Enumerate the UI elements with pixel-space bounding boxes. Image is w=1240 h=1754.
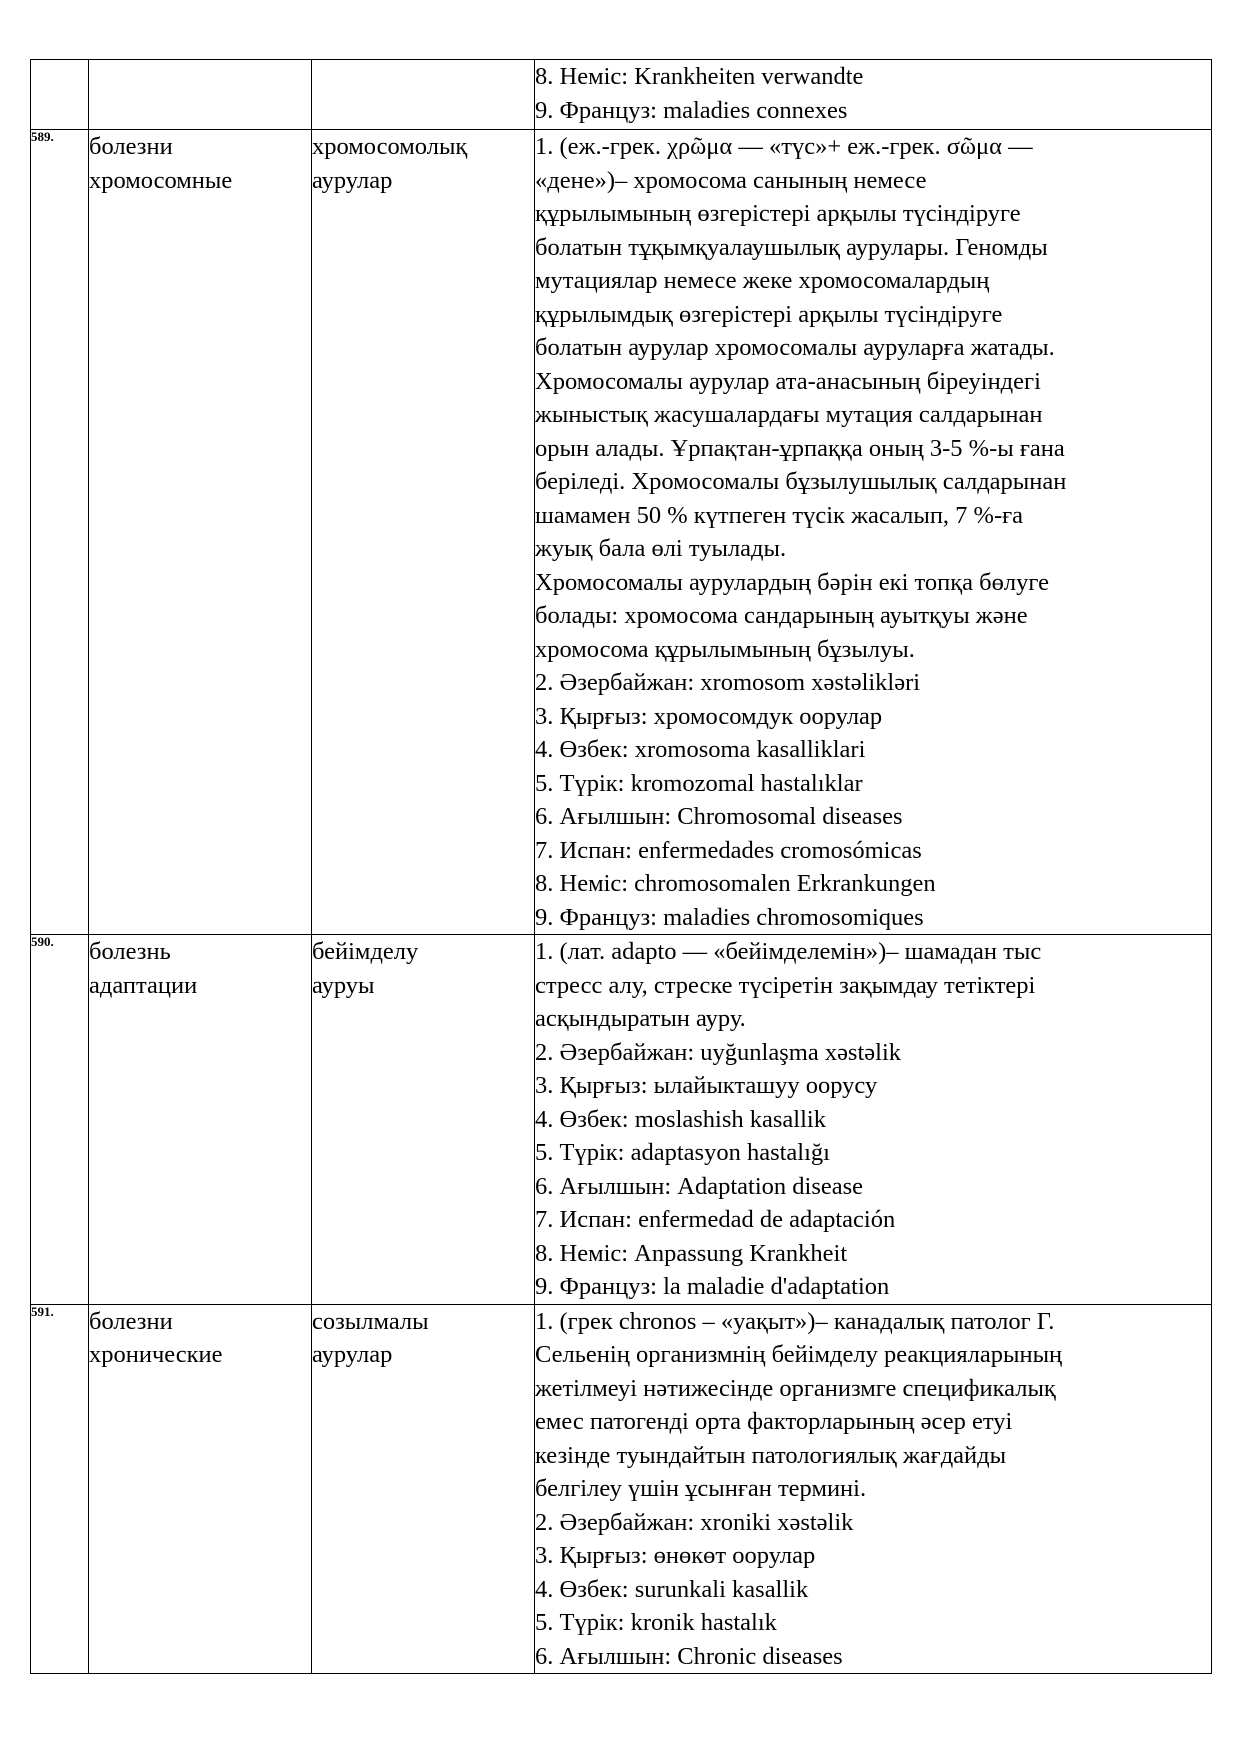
definition-line: 2. Әзербайжан: xroniki xəstəlik <box>535 1508 854 1536</box>
definition-line: 6. Ағылшын: Adaptation disease <box>535 1172 864 1200</box>
entry-number: 591. <box>31 1303 54 1319</box>
definition-cell <box>535 935 1212 1305</box>
definition-line: «дене»)– хромосома санының немесе <box>535 166 927 194</box>
definition-line: жыныстық жасушалардағы мутация салдарынан <box>535 401 1043 428</box>
definition-line: кезінде туындайтын патологиялық жағдайды <box>535 1441 1007 1469</box>
definition-line: құрылымдық өзгерістері арқылы түсіндіруге <box>535 300 1003 328</box>
definition-line: 6. Ағылшын: Chromosomal diseases <box>535 803 903 830</box>
term-row <box>31 935 1212 1305</box>
definition-line: 2. Әзербайжан: xromosom xəstəlikləri <box>535 669 921 696</box>
definition-line: Хромосомалы аурулар ата-анасының біреуіндегі <box>535 367 1041 395</box>
russian-term-cell <box>89 1304 312 1674</box>
russian-term-line: болезнь <box>89 938 171 965</box>
russian-term-line: адаптации <box>89 971 198 999</box>
definition-line: хромосома құрылымының бұзылуы. <box>535 635 915 663</box>
definition-line: 1. (лат. adapto — «бейімделемін»)– шамадан тыс <box>535 938 1042 965</box>
definition-line: орын алады. Ұрпақтан-ұрпаққа оның 3-5 %-ы ғана <box>535 434 1065 462</box>
definition-cell <box>535 1304 1212 1674</box>
definition-line: 3. Қырғыз: өнөкөт оорулар <box>535 1542 816 1569</box>
definition-line: 7. Испан: enfermedades cromosómicas <box>535 836 922 864</box>
definition-line: 5. Түрік: kronik hastalık <box>535 1609 777 1636</box>
kazakh-term-line: хромосомолық <box>312 133 468 160</box>
entry-number-cell <box>31 1304 89 1674</box>
definition-line: 9. Француз: maladies chromosomiques <box>535 903 924 931</box>
kazakh-term-line: созылмалы <box>312 1307 429 1335</box>
definition-line: 3. Қырғыз: хромосомдук оорулар <box>535 702 883 730</box>
definition-cell <box>535 60 1212 130</box>
continuation-row <box>31 60 1212 130</box>
russian-term-line: хромосомные <box>89 166 233 194</box>
definition-line: 1. (грек chronos – «уақыт»)– канадалық патолог Г. <box>535 1307 1055 1335</box>
term-row <box>31 130 1212 935</box>
definition-line: стресс алу, стреске түсіретін зақымдау тетіктері <box>535 971 1036 999</box>
kazakh-term-line: аурулар <box>312 1341 393 1368</box>
definition-line: болатын тұқымқуалаушылық аурулары. Геномды <box>535 233 1048 261</box>
definition-line: 3. Қырғыз: ылайыкташуу оорусу <box>535 1072 878 1099</box>
kazakh-term-cell <box>312 935 535 1305</box>
definition-line: 1. (еж.-грек. χρῶμα — «түс»+ еж.-грек. σῶμα — <box>535 133 1033 160</box>
definition-line: 5. Түрік: adaptasyon hastalığı <box>535 1139 830 1166</box>
russian-term-cell <box>89 935 312 1305</box>
definition-line: 4. Өзбек: moslashish kasallik <box>535 1105 826 1133</box>
definition-line: белгілеу үшін ұсынған термині. <box>535 1475 867 1502</box>
russian-term-line: болезни <box>89 1307 173 1335</box>
definition-line: 8. Неміс: Krankheiten verwandte <box>535 63 864 90</box>
definition-line: жуық бала өлі туылады. <box>535 535 787 562</box>
definition-line: 6. Ағылшын: Chronic diseases <box>535 1642 843 1670</box>
definition-line: болатын аурулар хромосомалы ауруларға жатады. <box>535 334 1055 361</box>
definition-line: құрылымының өзгерістері арқылы түсіндіруге <box>535 200 1021 227</box>
definition-line: 4. Өзбек: xromosoma kasalliklari <box>535 736 866 763</box>
russian-term-cell <box>89 130 312 935</box>
definition-line: беріледі. Хромосомалы бұзылушылық салдарынан <box>535 468 1067 495</box>
entry-number: 589. <box>31 129 54 144</box>
definition-line: емес патогенді орта факторларының әсер етуі <box>535 1408 1013 1435</box>
definition-line: Сельенің организмнің бейімделу реакцияларының <box>535 1341 1063 1368</box>
entry-number-cell <box>31 935 89 1305</box>
russian-term-cell <box>89 60 312 130</box>
definition-line: 4. Өзбек: surunkali kasallik <box>535 1575 809 1603</box>
kazakh-term-line: аурулар <box>312 166 393 194</box>
definition-line: 5. Түрік: kromozomal hastalıklar <box>535 769 863 797</box>
definition-line: асқындыратын ауру. <box>535 1005 746 1032</box>
definition-line: 7. Испан: enfermedad de adaptación <box>535 1206 896 1233</box>
kazakh-term-line: ауруы <box>312 971 375 999</box>
russian-term-line: болезни <box>89 133 173 160</box>
number-cell <box>31 60 89 130</box>
definition-line: Хромосомалы аурулардың бәрін екі топқа бөлуге <box>535 568 1049 596</box>
definition-line: 9. Француз: maladies connexes <box>535 96 848 124</box>
definition-line: 2. Әзербайжан: uyğunlaşma xəstəlik <box>535 1038 902 1066</box>
entry-number: 590. <box>31 934 54 949</box>
kazakh-term-line: бейімделу <box>312 938 419 965</box>
definition-line: 8. Неміс: chromosomalen Erkrankungen <box>535 870 936 897</box>
definition-line: болады: хромосома сандарының ауытқуы және <box>535 602 1028 629</box>
term-row <box>31 1304 1212 1674</box>
definition-line: 9. Француз: la maladie d'adaptation <box>535 1273 890 1300</box>
definition-line: мутациялар немесе жеке хромосомалардың <box>535 267 990 294</box>
kazakh-term-cell <box>312 60 535 130</box>
terminology-table <box>30 59 1212 1674</box>
kazakh-term-cell <box>312 1304 535 1674</box>
entry-number-cell <box>31 130 89 935</box>
definition-line: жетілмеуі нәтижесінде организмге спецификалық <box>535 1374 1056 1402</box>
russian-term-line: хронические <box>89 1341 223 1368</box>
definition-line: 8. Неміс: Anpassung Krankheit <box>535 1239 848 1267</box>
kazakh-term-cell <box>312 130 535 935</box>
terminology-table-body <box>31 60 1212 1674</box>
definition-line: шамамен 50 % күтпеген түсік жасалып, 7 %-ға <box>535 501 1024 529</box>
definition-cell <box>535 130 1212 935</box>
